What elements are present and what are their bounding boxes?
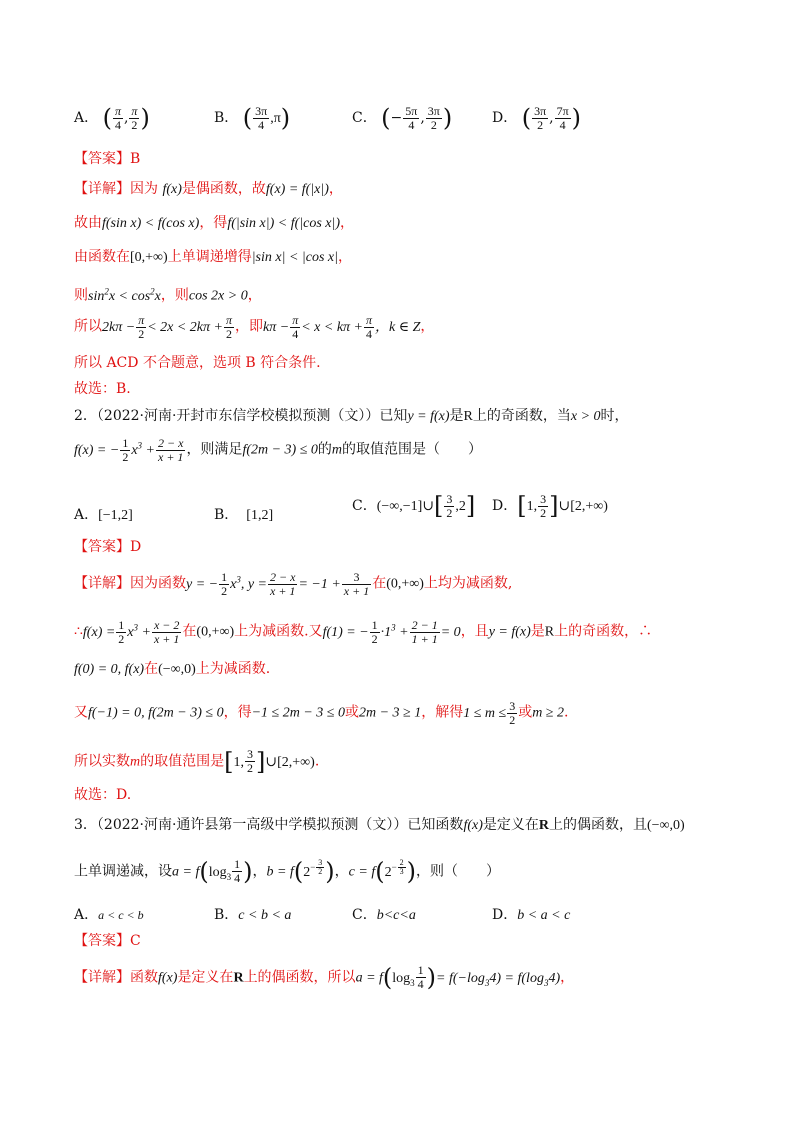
q2-stem-line-2: f(x) = − $\frac{1}{2}$ $x^3$ + $\frac{2 - x}{x + 1}$ ，则满足f(2m − 3) ≤ 0的m的取值范围是（ ） (74, 435, 483, 464)
q1-detail-line-5: 所以2kπ − $\frac{\pi}{2}$ < 2x < 2kπ + $\frac{\pi}{2}$ ，即kπ − $\frac{\pi}{4}$ < x < kπ + $\frac{\pi}{4}$ ，k ∈ Z， (74, 313, 435, 341)
q3-stem-line-1: 3．（2022·河南·通许县第一高级中学模拟预测（文））已知函数f(x)是定义在R上的偶函数，且(−∞,0) (74, 817, 685, 833)
q2-option-d: D．[1, $\frac{3}{2}$ ]∪[2,+∞) (492, 491, 608, 520)
q1-option-d: D． ( $\frac{3\pi}{2}$ , $\frac{7\pi}{4}$ ) (492, 103, 582, 132)
q2-detail-line-6: 故选：D. (74, 787, 132, 803)
q1-detail-line-2: 故由f(sin x) < f(cos x)，得f(|sin x|) < f(|cos x|)， (74, 215, 355, 231)
q3-option-c: C．b<c<a (352, 907, 416, 923)
q3-option-b: B．c < b < a (214, 907, 292, 923)
q2-detail-line-4: 又f(−1) = 0, f(2m − 3) ≤ 0，得−1 ≤ 2m − 3 ≤ 0或2m − 3 ≥ 1，解得1 ≤ m ≤ $\frac{3}{2}$ 或m ≥ 2. (74, 699, 569, 727)
q1-detail-line-4: 则$\sin^2x < \cos^2x$，则cos 2x > 0， (74, 286, 262, 304)
q1-detail-line-1: 【详解】因为 f(x)是偶函数，故f(x) = f(|x|)， (74, 181, 343, 197)
q2-detail-line-3: f(0) = 0, f(x)在(−∞,0)上为减函数. (74, 661, 271, 677)
q1-option-c: C． (− $\frac{5\pi}{4}$ , $\frac{3\pi}{2}$ ) (352, 103, 453, 132)
q1-answer: 【答案】B (74, 151, 141, 167)
q2-detail-line-5: 所以实数m的取值范围是[1, $\frac{3}{2}$ ]∪[2,+∞). (74, 747, 320, 776)
q2-answer: 【答案】D (74, 539, 142, 555)
q2-detail-line-1: 【详解】因为函数y = − $\frac{1}{2}$ $x^3$, y = $\frac{2 - x}{x + 1}$ = −1 + $\frac{3}{x + 1}$ 在(0,+∞)上均为减函数, (74, 569, 513, 598)
q3-option-d: D．b < a < c (492, 907, 571, 923)
q2-stem-line-1: 2．（2022·河南·开封市东信学校模拟预测（文））已知y = f(x)是R上的奇函数，当x > 0时， (74, 408, 629, 424)
q1-option-a: A． ( $\frac{\pi}{4}$ , $\frac{\pi}{2}$ ) (74, 103, 150, 132)
q1-detail-line-6: 所以 ACD 不合题意，选项 B 符合条件. (74, 355, 321, 371)
q2-detail-line-2: ∴f(x) = $\frac{1}{2}$ $x^3$ + $\frac{x - 2}{x + 1}$ 在(0,+∞)上为减函数.又f(1) = − $\frac{1}{2}$ $\cdot 1^3$ + $\frac{2 - 1}{1 + 1}$ = 0，且y = f(x)是R上的奇函数，∴ (74, 617, 653, 646)
q3-stem-line-2: 上单调递减，设$a = f(\log_3$ $\frac{1}{4}$ )，$b = f(2^{- \frac{3}{2}}$ )，$c = f(2^{- \frac{2}{3}}$ )，则（ ） (74, 857, 501, 886)
q1-detail-line-7: 故选：B. (74, 381, 131, 397)
q2-option-b: B． [1,2] (214, 507, 274, 523)
q3-answer: 【答案】C (74, 933, 141, 949)
q2-option-c: C．(−∞,−1]∪[ $\frac{3}{2}$ ,2] (352, 491, 476, 520)
q3-option-a: A．a < c < b (74, 907, 144, 923)
q3-detail-line-1: 【详解】函数f(x)是定义在R上的偶函数，所以$a = f(\log_3$ $\frac{1}{4}$ )= $f(-\log_34) = f(\log_34)$， (74, 963, 575, 992)
q1-option-b: B． ( $\frac{3\pi}{4}$ ,π) (214, 103, 291, 132)
q2-option-a: A．[−1,2] (74, 507, 133, 523)
q1-detail-line-3: 由函数在[0,+∞)上单调递增得|sin x| < |cos x|， (74, 249, 352, 265)
